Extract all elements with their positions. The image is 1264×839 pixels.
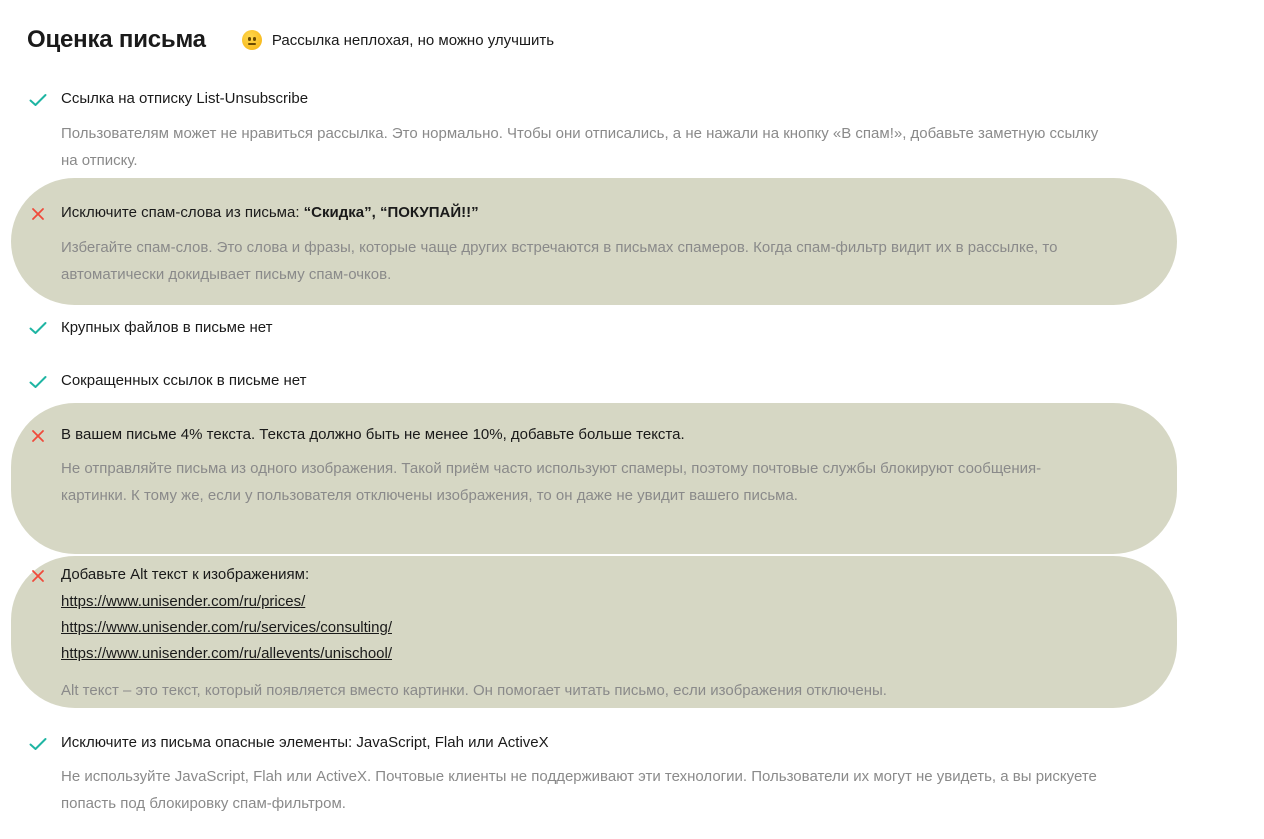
cross-icon [29,205,47,223]
check-title: Ссылка на отписку List-Unsubscribe [61,90,309,107]
check-title: Крупных файлов в письме нет [61,319,273,336]
check-icon [29,735,47,753]
report-header [27,26,554,54]
spam-words-list: “Скидка”, “ПОКУПАЙ!!” [303,204,479,221]
check-icon [29,319,47,337]
check-title: Исключите из письма опасные элементы: JavaScript, Flah или ActiveX [61,734,549,751]
check-description: Избегайте спам-слов. Это слова и фразы, которые чаще других встречаются в письмах спамеров. Когда спам-фильтр видит их в рассылке, то автоматически докидывает письму спам-очков. [61,239,1058,283]
verdict-text: Рассылка неплохая, но можно улучшить [271,31,555,49]
check-description: Не используйте JavaScript, Flah или ActiveX. Почтовые клиенты не поддерживают эти технологии. Пользователи их могут не увидеть, а вы рискуете попасть под блокировку спам-фильтром. [61,768,1097,812]
cross-icon [29,427,47,445]
check-title: Добавьте Alt текст к изображениям: [61,566,310,583]
page-title: Оценка письма [27,26,206,53]
image-link[interactable]: https://www.unisender.com/ru/prices/ [61,593,306,610]
check-title: Сокращенных ссылок в письме нет [61,372,307,389]
check-icon [29,373,47,391]
check-description: Alt текст – это текст, который появляется вместо картинки. Он помогает читать письмо, если изображения отключены. [61,682,887,699]
check-icon [29,91,47,109]
image-link[interactable]: https://www.unisender.com/ru/services/consulting/ [61,619,392,636]
slightly-smiling-face-icon [242,30,262,50]
check-title-prefix: Исключите спам-слова из письма: [61,204,304,221]
check-description: Не отправляйте письма из одного изображения. Такой приём часто используют спамеры, поэтому почтовые службы блокируют сообщения-картинки. К тому же, если у пользователя отключены изображения, то он даже не увидит вашего письма. [61,460,1042,504]
check-description: Пользователям может не нравиться рассылка. Это нормально. Чтобы они отписались, а не нажали на кнопку «В спам!», добавьте заметную ссылку на отписку. [61,125,1099,169]
check-title: В вашем письме 4% текста. Текста должно быть не менее 10%, добавьте больше текста. [61,426,685,443]
image-link[interactable]: https://www.unisender.com/ru/allevents/unischool/ [61,645,393,662]
cross-icon [29,567,47,585]
check-title [61,204,479,221]
